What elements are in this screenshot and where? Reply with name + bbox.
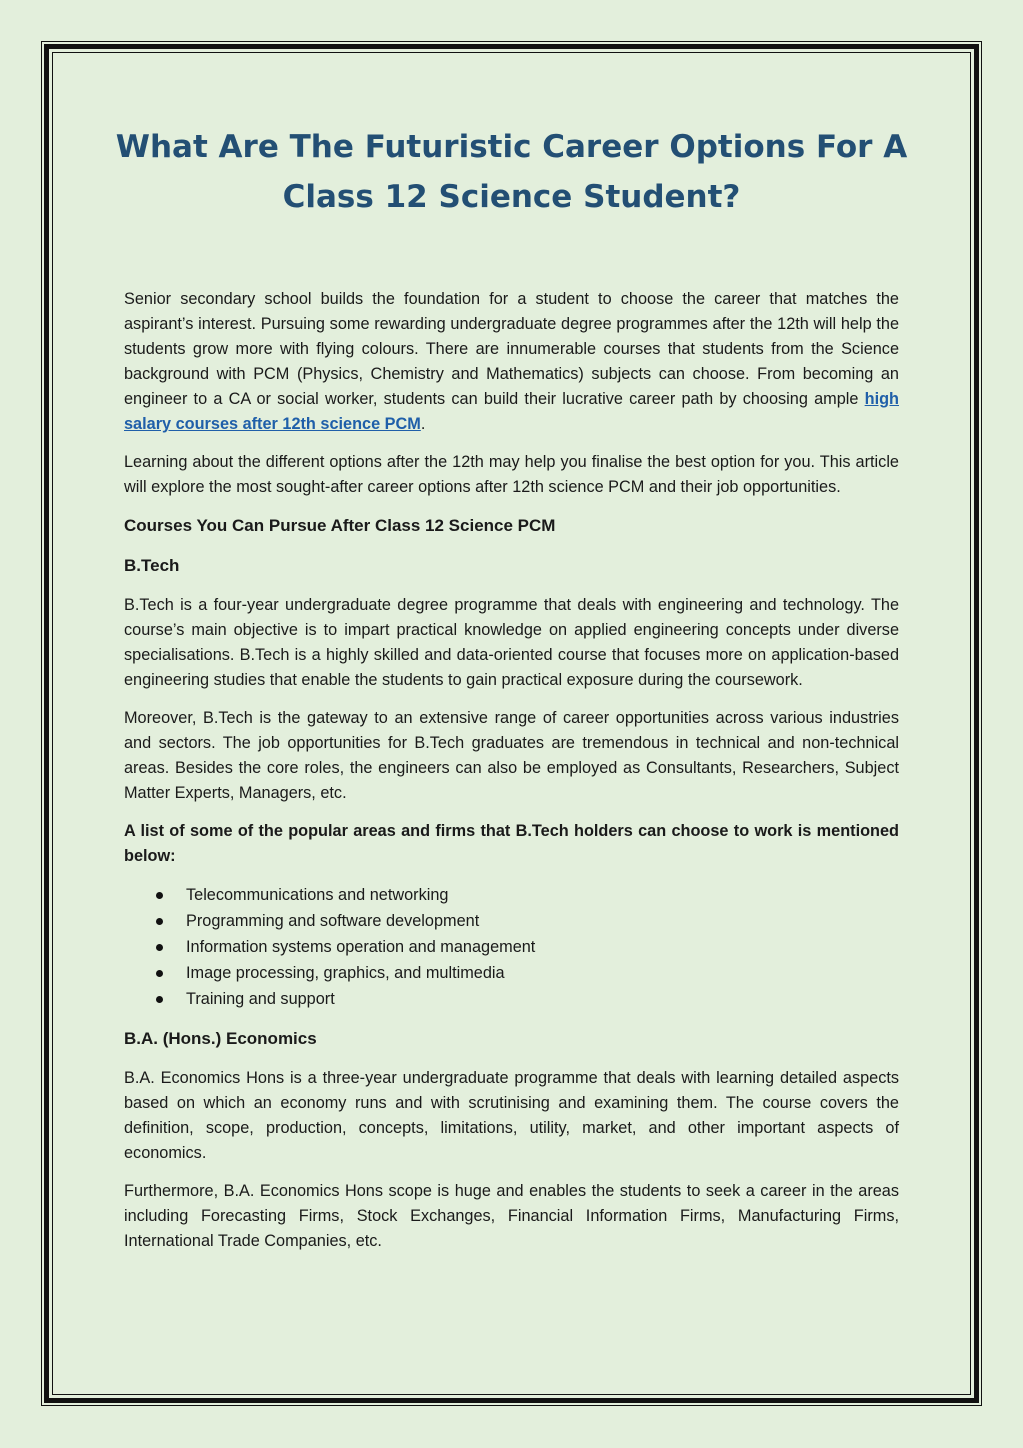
intro-text: Senior secondary school builds the foundation for a student to choose the career that matches the aspirant’s interest. Pursuing some rewarding undergraduate degree programmes after the 12th will help the students grow more with flying colours. There are innumerable courses that students from the Science background with PCM (Physics, Chemistry and Mathematics) subjects can choose. From becoming an engineer to a CA or social worker, students can build their lucrative career path by choosing ample xyxy=(124,290,899,408)
list-item xyxy=(124,960,899,986)
bullet-icon xyxy=(156,970,163,977)
bullet-icon xyxy=(156,996,163,1003)
learning-paragraph: Learning about the different options after the 12th may help you finalise the best option for you. This article will explore the most sought-after career options after 12th science PCM and their job opportunities. xyxy=(124,453,899,496)
list-item-text: Image processing, graphics, and multimedia xyxy=(186,964,505,982)
ba-paragraph-1: B.A. Economics Hons is a three-year undergraduate programme that deals with learning detailed aspects based on which an economy runs and with scrutinising and examining them. The course covers the definition, scope, production, concepts, limitations, utility, market, and other important aspects of economics. xyxy=(124,1069,899,1162)
intro-paragraph xyxy=(124,287,899,437)
bullet-icon xyxy=(156,892,163,899)
list-item-text: Training and support xyxy=(186,990,335,1008)
bullet-icon xyxy=(156,918,163,925)
bullet-icon xyxy=(156,944,163,951)
document-body xyxy=(124,287,899,1267)
btech-areas-list xyxy=(124,882,899,1012)
btech-list-lead: A list of some of the popular areas and firms that B.Tech holders can choose to work is mentioned below: xyxy=(124,822,899,865)
list-item-text: Information systems operation and management xyxy=(186,938,536,956)
btech-paragraph-1: B.Tech is a four-year undergraduate degree programme that deals with engineering and technology. The course’s main objective is to impart practical knowledge on applied engineering concepts under diverse specialisations. B.Tech is a highly skilled and data-oriented course that focuses more on application-based engineering studies that enable the students to gain practical exposure during the coursework. xyxy=(124,596,899,689)
list-item xyxy=(124,986,899,1012)
list-item-text: Programming and software development xyxy=(186,912,480,930)
document-title: What Are The Futuristic Career Options For A Class 12 Science Student? xyxy=(115,129,908,215)
btech-paragraph-2: Moreover, B.Tech is the gateway to an extensive range of career opportunities across various industries and sectors. The job opportunities for B.Tech graduates are tremendous in technical and non-technical areas. Besides the core roles, the engineers can also be employed as Consultants, Researchers, Subject Matter Experts, Managers, etc. xyxy=(124,709,899,802)
high-salary-courses-link[interactable]: high salary courses after 12th science PCM xyxy=(124,390,899,433)
list-item xyxy=(124,934,899,960)
ba-paragraph-2: Furthermore, B.A. Economics Hons scope is huge and enables the students to seek a career in the areas including Forecasting Firms, Stock Exchanges, Financial Information Firms, Manufacturing Firms, International Trade Companies, etc. xyxy=(124,1182,899,1250)
intro-after-link: . xyxy=(420,415,426,433)
ba-economics-heading: B.A. (Hons.) Economics xyxy=(124,1029,317,1048)
btech-heading: B.Tech xyxy=(124,556,180,575)
list-item xyxy=(124,908,899,934)
list-item xyxy=(124,882,899,908)
list-item-text: Telecommunications and networking xyxy=(186,886,449,904)
section-heading: Courses You Can Pursue After Class 12 Science PCM xyxy=(124,516,556,535)
